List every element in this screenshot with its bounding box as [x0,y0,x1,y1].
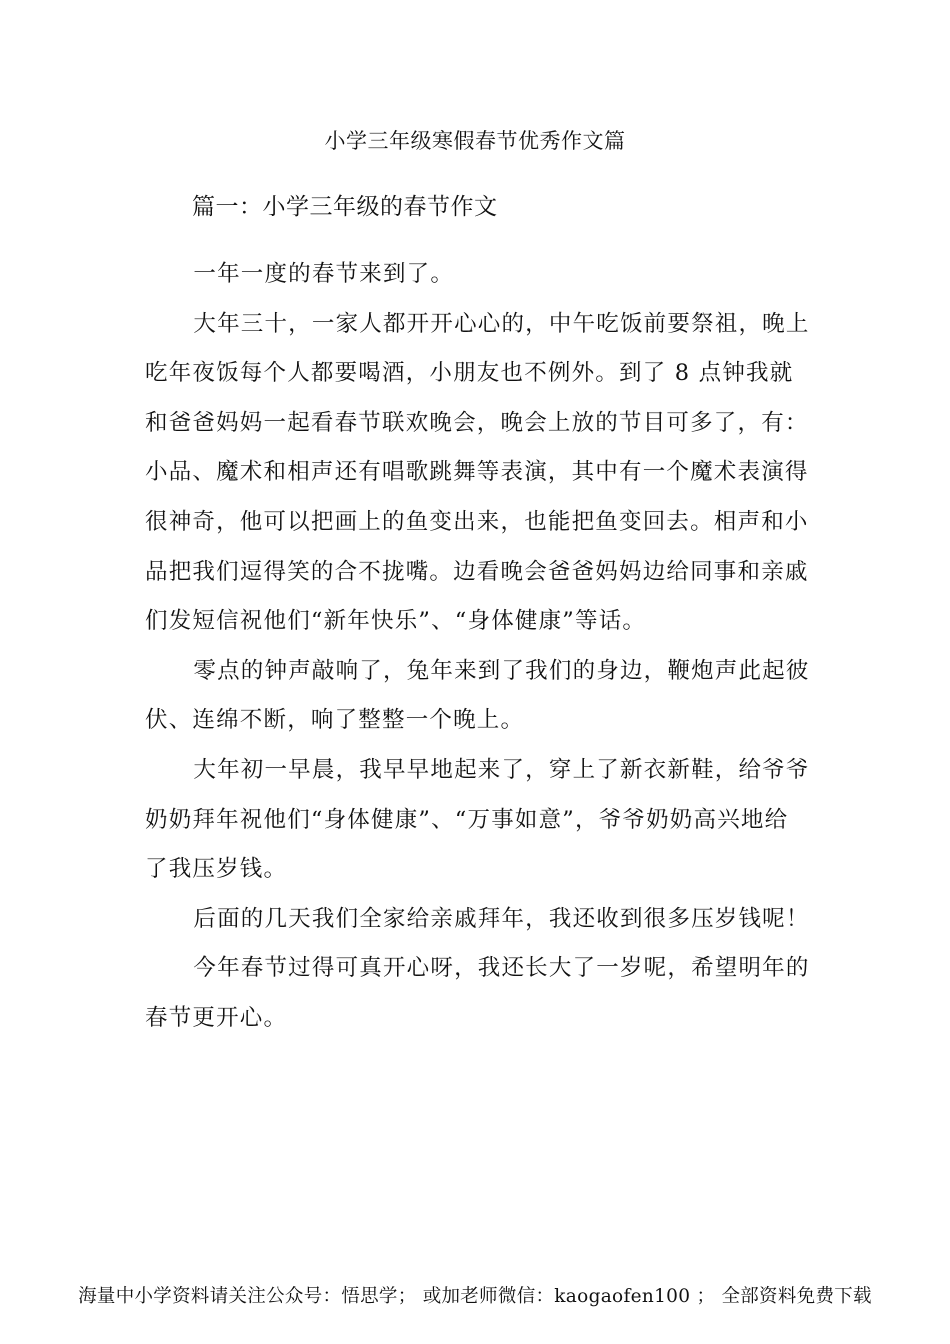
essay-body [145,250,810,1044]
paragraph: 大年初一早晨，我早早地起来了，穿上了新衣新鞋，给爷爷奶奶拜年祝他们“身体健康”、“万事如意”，爷爷奶奶高兴地给了我压岁钱。 [145,756,810,883]
section-heading: 篇一：小学三年级的春节作文 [192,194,498,220]
paragraph: 零点的钟声敲响了，兔年来到了我们的身边，鞭炮声此起彼伏、连绵不断，响了整整一个晚上。 [145,657,810,734]
paragraph: 大年三十，一家人都开开心心的，中午吃饭前要祭祖，晚上吃年夜饭每个人都要喝酒，小朋友也不例外。到了 8 点钟我就和爸爸妈妈一起看春节联欢晚会，晚会上放的节目可多了，有：小品、魔术和相声还有唱歌跳舞等表演，其中有一个魔术表演得很神奇，他可以把画上的鱼变出来，也能把鱼变回去。相声和小品把我们逗得笑的合不拢嘴。边看晚会爸爸妈妈边给同事和亲戚们发短信祝他们“新年快乐”、“身体健康”等话。 [145,310,810,635]
paragraph: 今年春节过得可真开心呀，我还长大了一岁呢，希望明年的春节更开心。 [145,955,810,1031]
document-title: 小学三年级寒假春节优秀作文篇 [324,129,626,153]
footer-notice: 海量中小学资料请关注公众号：悟思学； 或加老师微信：kaogaofen100 ； 全部资料免费下载 [78,1286,872,1307]
paragraph: 一年一度的春节来到了。 [193,261,455,287]
paragraph: 后面的几天我们全家给亲戚拜年，我还收到很多压岁钱呢！ [193,905,810,932]
